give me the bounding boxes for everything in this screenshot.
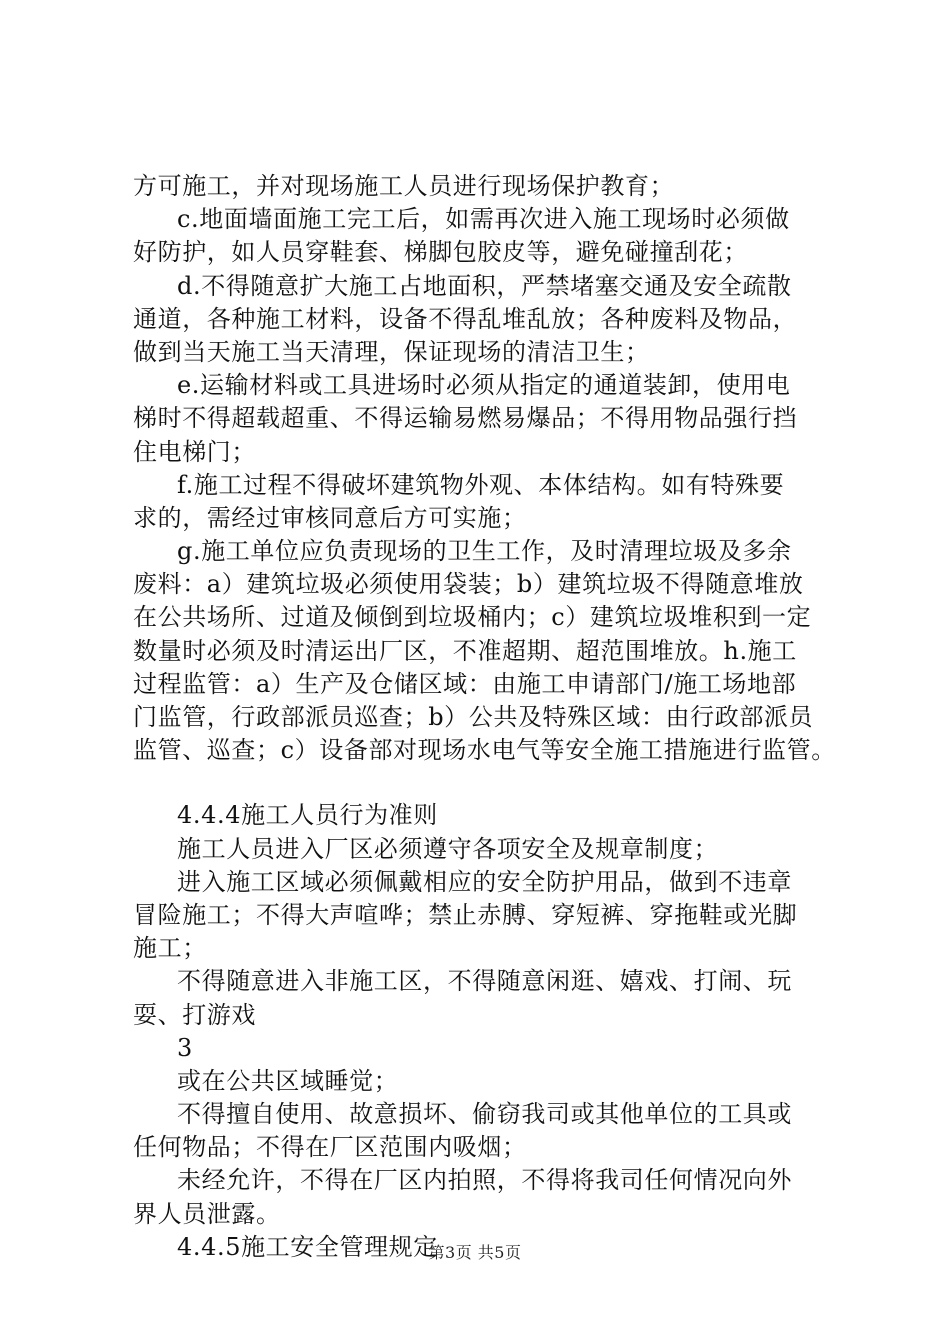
paragraph-gap [133,767,853,799]
body-line: 方可施工，并对现场施工人员进行现场保护教育； [133,172,675,200]
body-line: f.施工过程不得破坏建筑物外观、本体结构。如有特殊要 [177,470,785,499]
body-line: 或在公共区域睡觉； [177,1066,399,1095]
page-footer [0,1243,950,1263]
body-line: g.施工单位应负责现场的卫生工作，及时清理垃圾及多余 [177,537,792,566]
body-line: 做到当天施工当天清理，保证现场的清洁卫生； [133,337,650,366]
body-line: 废料：a）建筑垃圾必须使用袋装；b）建筑垃圾不得随意堆放 [133,570,804,599]
body-line: 不得随意进入非施工区，不得随意闲逛、嬉戏、打闹、玩 [177,967,792,996]
body-line: 门监管，行政部派员巡查；b）公共及特殊区域：由行政部派员 [133,703,814,731]
body-line: 在公共场所、过道及倾倒到垃圾桶内；c）建筑垃圾堆积到一定 [133,603,812,632]
body-line: 求的，需经过审核同意后方可实施； [133,503,527,532]
body-line: 好防护，如人员穿鞋套、梯脚包胶皮等，避免碰撞刮花； [133,238,748,267]
page-number-label: 第3页 共5页 [428,1243,522,1262]
body-line: 通道，各种施工材料，设备不得乱堆乱放；各种废料及物品， [133,304,798,333]
body-line: 住电梯门； [133,437,256,466]
body-line: 施工人员进入厂区必须遵守各项安全及规章制度； [177,834,719,863]
body-line: 任何物品；不得在厂区范围内吸烟； [133,1133,527,1162]
inline-page-number: 3 [177,1033,193,1062]
body-line: 施工； [133,934,207,963]
body-line: 耍、打游戏 [133,1000,256,1029]
body-line: c.地面墙面施工完工后，如需再次进入施工现场时必须做 [177,205,790,234]
section-heading: 4.4.5施工安全管理规定 [177,1232,438,1261]
document-body [133,170,853,1264]
body-line: 进入施工区域必须佩戴相应的安全防护用品，做到不违章 [177,867,792,896]
body-line: 未经允许，不得在厂区内拍照，不得将我司任何情况向外 [177,1166,792,1195]
section-heading: 4.4.4施工人员行为准则 [177,801,438,830]
body-line: 不得擅自使用、故意损坏、偷窃我司或其他单位的工具或 [177,1100,792,1129]
body-line: 冒险施工；不得大声喧哗；禁止赤膊、穿短裤、穿拖鞋或光脚 [133,900,798,929]
body-line: d.不得随意扩大施工占地面积，严禁堵塞交通及安全疏散 [177,271,792,300]
body-line: 监管、巡查；c）设备部对现场水电气等安全施工措施进行监管。 [133,736,836,765]
body-line: 过程监管：a）生产及仓储区域：由施工申请部门/施工场地部 [133,669,797,698]
body-line: e.运输材料或工具进场时必须从指定的通道装卸，使用电 [177,371,791,400]
body-line: 数量时必须及时清运出厂区，不准超期、超范围堆放。h.施工 [133,636,797,665]
body-line: 界人员泄露。 [133,1199,281,1228]
body-line: 梯时不得超载超重、不得运输易燃易爆品；不得用物品强行挡 [133,404,798,433]
